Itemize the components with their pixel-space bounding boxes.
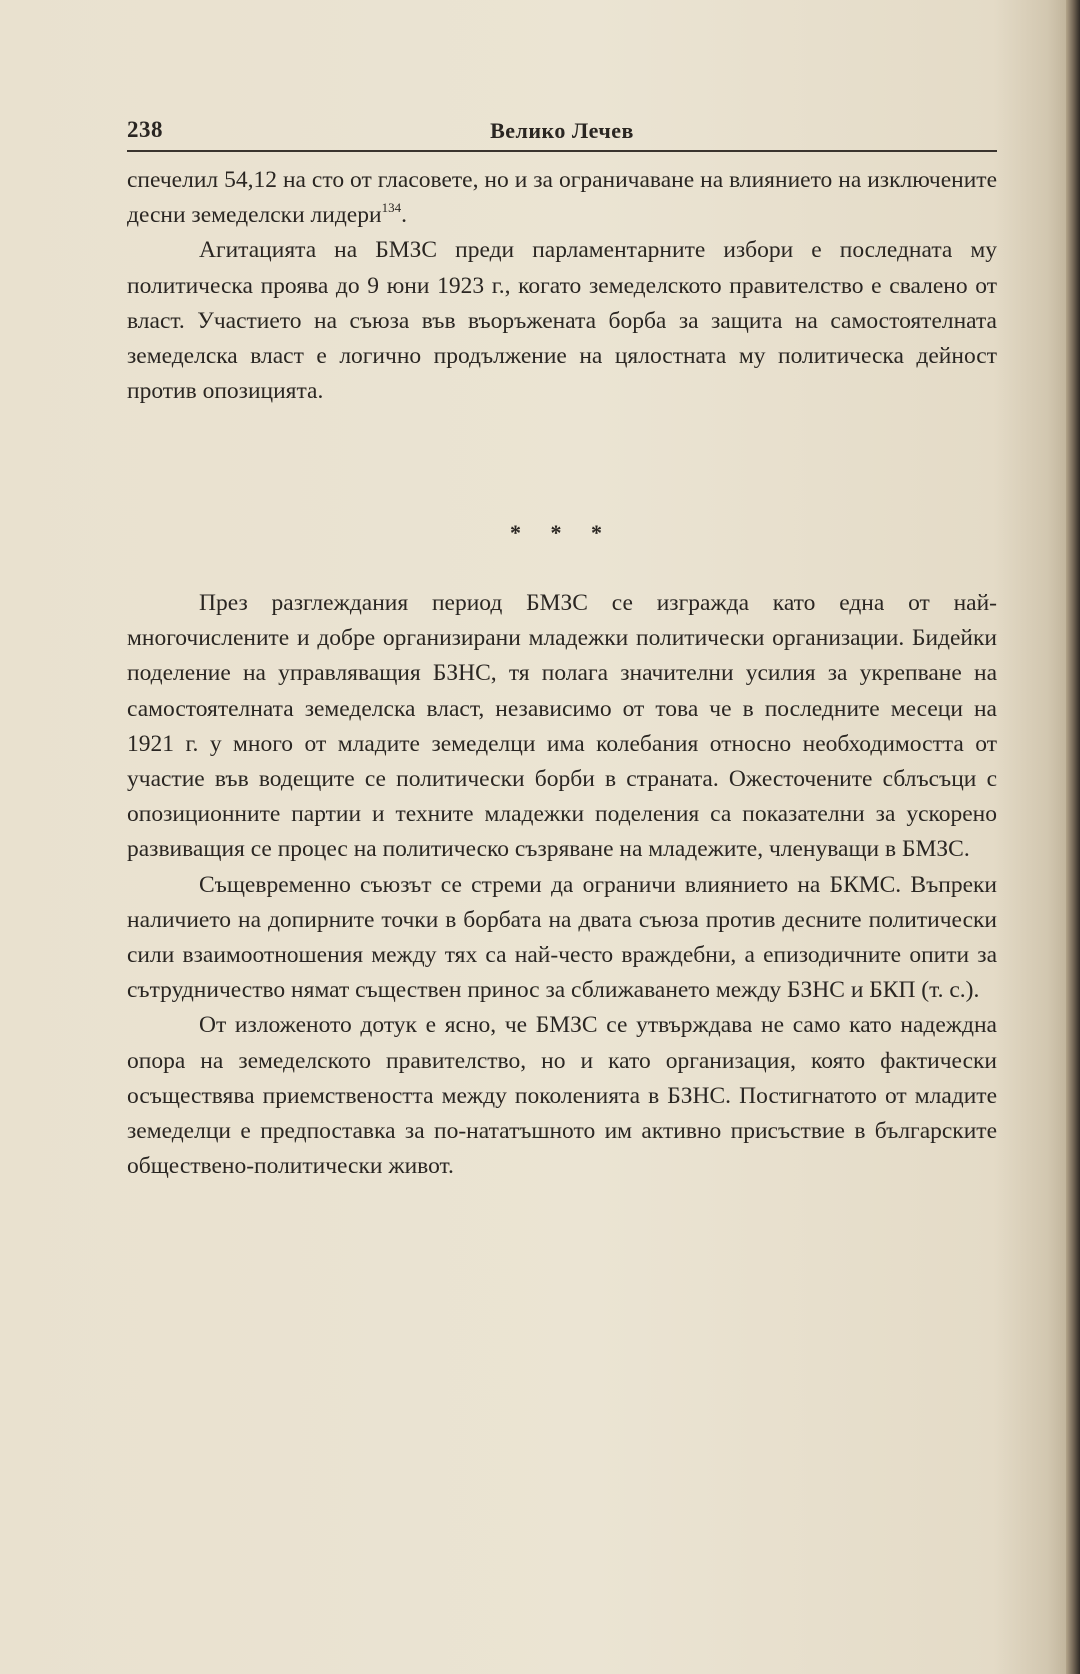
page-spine-edge <box>1066 0 1080 1674</box>
paragraph-1-text: спечелил 54,12 на сто от гласовете, но и за ограничаване на влиянието на изключените десни земеделски лидери <box>127 167 997 229</box>
paragraph-1 <box>127 163 997 233</box>
page-number: 238 <box>127 117 163 142</box>
paragraph-4: Същевременно съюзът се стреми да ограничи влиянието на БКМС. Въпреки наличието на допирните точки в борбата на двата съюза против десните политически сили взаимоотношения между тях са най-често враждебни, а епизодичните опити за сътрудничество нямат съществен принос за сближаването между БЗНС и БКП (т. с.). <box>127 871 997 1004</box>
paragraph-5: От изложеното дотук е ясно, че БМЗС се утвърждава не само като надеждна опора на земеделското правителство, но и като организация, която фактически осъществява приемствеността между поколенията в БЗНС. Постигнатото от младите земеделци е предпоставка за по-нататъшното им активно присъствие в българските обществено-политически живот. <box>127 1012 997 1180</box>
page-header <box>127 110 997 152</box>
paragraph-2: Агитацията на БМЗС преди парламентарните избори е последната му политическа проява до 9 юни 1923 г., когато земеделското правителство е свалено от власт. Участието на съюза във въоръжената борба за защита на самостоятелната земеделска власт е логично продължение на цялостната му политическа дейност против опозицията. <box>127 237 997 405</box>
section-separator: * * * <box>510 520 614 545</box>
paragraph-1-end: . <box>401 202 407 229</box>
running-head-author: Велико Лечев <box>490 118 634 143</box>
text-block-conclusion <box>127 586 997 1184</box>
footnote-marker: 134 <box>381 200 402 216</box>
paragraph-3: През разглеждания период БМЗС се изгражда като една от най-многочислените и добре организирани младежки политически организации. Бидейки поделение на управляващия БЗНС, тя полага значителни усилия за укрепване на самостоятелната земеделска власт, независимо от това че в последните месеци на 1921 г. у много от младите земеделци има колебания относно необходимостта от участие във водещите се политически борби в страната. Ожесточените сблъсъци с опозиционните партии и техните младежки поделения са показателни за ускорено развиващия се процес на политическо съзряване на младежите, членуващи в БМЗС. <box>127 590 997 863</box>
text-block-top <box>127 163 997 409</box>
